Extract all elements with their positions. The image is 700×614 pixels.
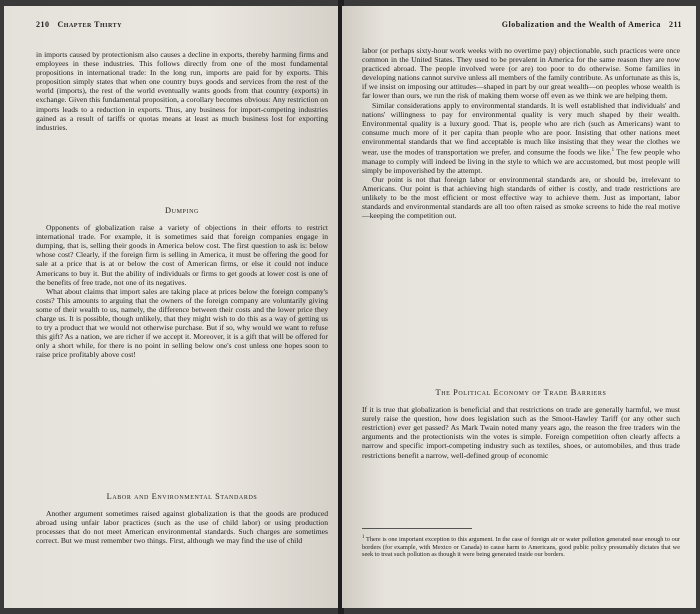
page-number-211: 211 (668, 20, 682, 29)
labor-paragraph-1: Another argument sometimes raised against globalization is that the goods are produced abroad using unfair labor practices (such as the use of child labor) or using production processes that do not meet American environmental standards. Such charges are sometimes correct. But we must remember two things. First, although we may find the use of child (36, 509, 328, 546)
left-page (4, 6, 340, 608)
footnote (362, 534, 680, 559)
page-number-210: 210 (36, 20, 50, 29)
dumping-heading: Dumping (165, 206, 199, 215)
similar-considerations-paragraph (362, 101, 680, 175)
political-economy-section (362, 388, 680, 460)
dumping-paragraph-2: What about claims that import sales are taking place at prices below the foreign company's costs? This amounts to arguing that the owners of the foreign company are voluntarily giving some of their wealth to us, namely, the difference between their costs and the lower price they charge us. It is possible, though unlikely, that they might wish to do this as a way of getting us to try a product that we would not otherwise purchase. But if so, why would we want to refuse this gift? As a nation, we are richer if we accept it. Moreover, it is a gift that will be offered for only a short while, for there is no point in selling below one's cost unless one hopes soon to raise price profitably above cost! (36, 286, 328, 360)
political-economy-heading: The Political Economy of Trade Barriers (435, 388, 607, 397)
dumping-section (36, 206, 328, 360)
labor-section (36, 492, 328, 545)
continued-paragraph: labor (or perhaps sixty-hour work weeks with no overtime pay) objectionable, such practices were once common in the United States. They used to be prevalent in America for the same reason they are now practiced abroad. The people involved were (or are) too poor to do otherwise. Some families in developing nations cannot survive unless all members of the family contribute. As unfortunate as this is, if we insist on imposing our attitudes—shaped in part by our great wealth—on peoples whose wealth is far lower than ours, we run the risk of making them worse off even as we think we are helping them. (362, 46, 680, 101)
chapter-title: Chapter Thirty (57, 20, 122, 29)
left-text-block-1 (36, 50, 328, 132)
footnote-paragraph (362, 534, 680, 559)
footnote-text: There is one important exception to this argument. In the case of foreign air or water pollution generated near enough to our borders (for example, with Mexico or Canada) to cause harm to Americans, good public policy presumably dictates that we seek to treat such pollution as though it were being generated inside our borders. (362, 536, 680, 559)
similar-paragraph-body: Similar considerations apply to environmental standards. It is well established that individuals' and nations' willingness to pay for environmental quality is very much shaped by their wealth. Environmental quality is a luxury good. That is, people who are rich (such as Americans) want to consume much more of it per capita than people who are poor. Insisting that other nations meet environmental standards that we find acceptable is much like insisting that they wear the clothes we wear, use the modes of transportation we prefer, and consume the foods we like. (362, 100, 680, 157)
left-running-head (36, 20, 122, 29)
right-text-block-1 (362, 46, 680, 220)
opening-paragraph: in imports caused by protectionism also causes a decline in exports, thereby harming firms and employees in these industries. This follows directly from one of the most fundamental propositions in international trade: In the long run, imports are paid for by exports. This proposition simply states that when one country buys goods and services from the rest of the world (imports), the rest of the world eventually wants goods from that country (exports) in exchange. Given this fundamental proposition, a corollary becomes obvious: Any restriction on imports leads to a reduction in exports. Thus, any business for import-competing industries gained as a result of tariffs or quotas means at least as much business lost for exporting industries. (36, 50, 328, 132)
similar-paragraph-tail: The few people who manage to comply will indeed be living in the style to which we are accustomed, but most people will simply be impoverished by the attempt. (362, 147, 680, 175)
dumping-paragraph-1: Opponents of globalization raise a variety of objections in their efforts to restrict international trade. For example, it is sometimes said that foreign companies engage in dumping, that is, selling their goods in America below cost. The first question to ask is: below whose cost? Clearly, if the foreign firm is selling in America, it must be offering the good for sale at a price that is at or below the cost of American firms, or else it could not induce Americans to buy it. But the ability of individuals or firms to get goods at lower cost is one of the benefits of free trade, not one of its negatives. (36, 223, 328, 287)
labor-heading: Labor and Environmental Standards (106, 492, 258, 501)
our-point-paragraph: Our point is not that foreign labor or environmental standards are, or should be, irrelevant to Americans. Our point is that achieving high standards of either is costly, and trade restrictions are unlikely to be the most efficient or most effective way to achieve them. Just as important, labor standards and environmental standards are all too often raised as smoke screens to hide the real motive—keeping the competition out. (362, 174, 680, 221)
right-running-head (502, 20, 682, 29)
right-page (342, 6, 696, 608)
footnote-marker: 1 (362, 535, 365, 540)
book-section-title: Globalization and the Wealth of America (501, 20, 661, 29)
footnote-reference: 1 (611, 148, 615, 154)
political-economy-paragraph: If it is true that globalization is beneficial and that restrictions on trade are generally harmful, we must surely raise the question, how does legislation such as the Smoot-Hawley Tariff (or any other such restriction) ever get passed? As Mark Twain noted many years ago, the reason the free traders win the arguments and the protectionists win the votes is simple. Foreign competition often clearly affects a narrow and specific import-competing industry such as textiles, shoes, or automobiles, and thus trade restrictions benefit a narrow, well-defined group of economic (362, 405, 680, 460)
footnote-rule (362, 528, 472, 529)
